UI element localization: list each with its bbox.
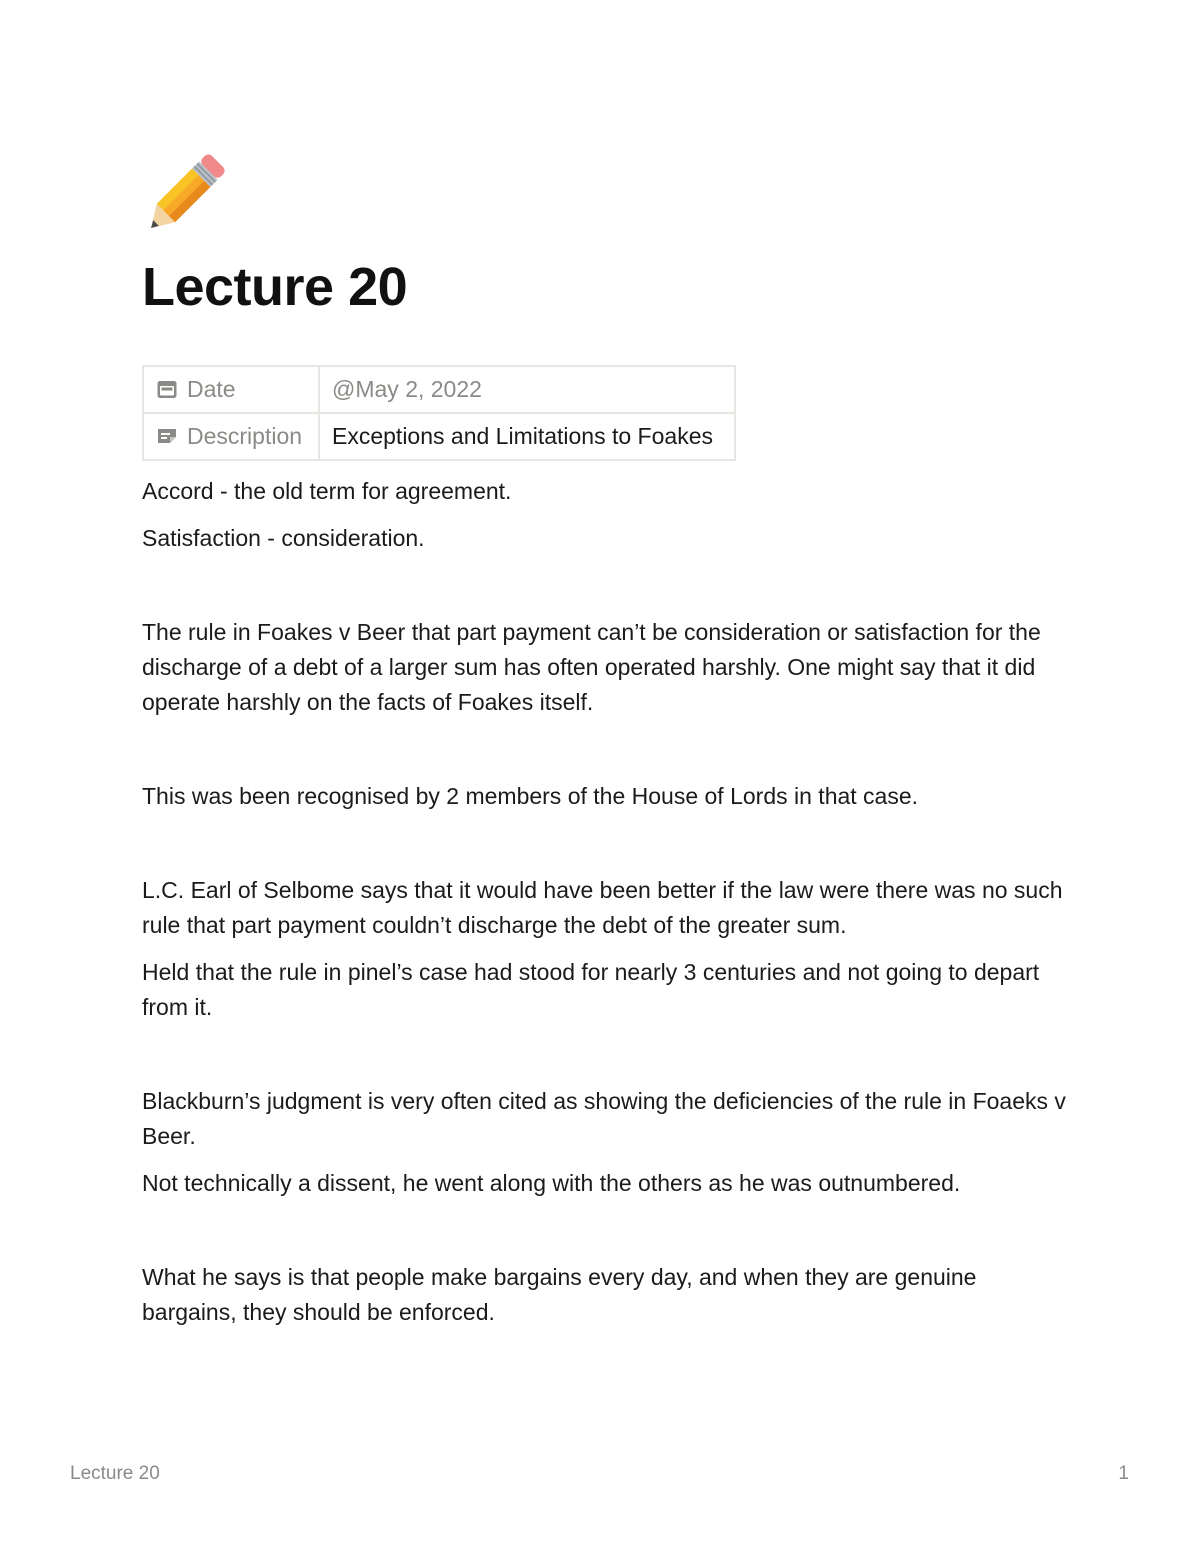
calendar-icon <box>156 378 178 400</box>
property-label-date: Date <box>187 376 236 402</box>
property-label-cell <box>143 413 319 460</box>
properties-table <box>142 365 736 461</box>
paragraph: Accord - the old term for agreement. <box>142 478 512 504</box>
empty-block <box>142 826 1072 873</box>
property-value-description[interactable]: Exceptions and Limitations to Foakes <box>319 413 735 460</box>
property-label-description: Description <box>187 423 303 449</box>
paragraph: Blackburn’s judgment is very often cited as showing the deficiencies of the rule in Foaeks v Beer. <box>142 1088 1066 1149</box>
description-icon <box>156 425 178 447</box>
paragraph: Held that the rule in pinel’s case had stood for nearly 3 centuries and not going to depart from it. <box>142 959 1040 1020</box>
pencil-icon <box>142 152 228 236</box>
page-title: Lecture 20 <box>142 257 408 317</box>
empty-block <box>142 732 1072 779</box>
property-row-date <box>143 366 735 413</box>
empty-block <box>142 1037 1072 1084</box>
page-number: 1 <box>1118 1463 1129 1484</box>
footer-title: Lecture 20 <box>70 1463 160 1484</box>
page-body <box>142 474 1072 1342</box>
property-label-cell <box>143 366 319 413</box>
paragraph: Satisfaction - consideration. <box>142 525 425 551</box>
paragraph: The rule in Foakes v Beer that part payment can’t be consideration or satisfaction for the discharge of a debt of a larger sum has often operated harshly. One might say that it did operate harshly on the facts of Foakes itself. <box>142 619 1041 715</box>
property-value-date[interactable]: @May 2, 2022 <box>319 366 735 413</box>
paragraph: L.C. Earl of Selbome says that it would have been better if the law were there was no such rule that part payment couldn’t discharge the debt of the greater sum. <box>142 877 1063 938</box>
paragraph: Not technically a dissent, he went along with the others as he was outnumbered. <box>142 1170 961 1196</box>
empty-block <box>142 1213 1072 1260</box>
paragraph: What he says is that people make bargains every day, and when they are genuine bargains, they should be enforced. <box>142 1264 977 1325</box>
property-row-description <box>143 413 735 460</box>
paragraph: This was been recognised by 2 members of the House of Lords in that case. <box>142 783 919 809</box>
empty-block <box>142 568 1072 615</box>
